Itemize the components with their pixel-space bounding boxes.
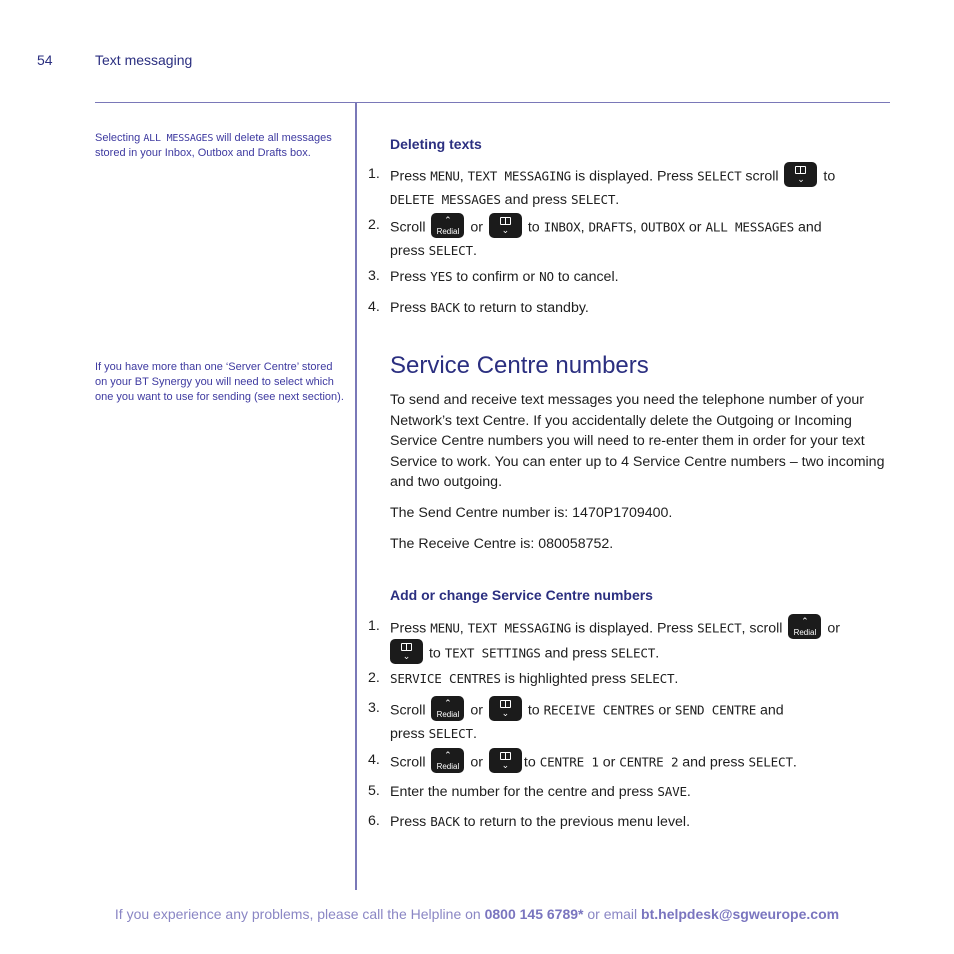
redial-up-key-icon: ⌃ Redial [431, 696, 464, 721]
deleting-heading: Deleting texts [390, 136, 482, 152]
scroll-down-key-icon: ⌄ [390, 639, 423, 664]
scroll-down-key-icon: ⌄ [784, 162, 817, 187]
helpdesk-email[interactable]: bt.helpdesk@sgweurope.com [641, 906, 840, 922]
redial-up-key-icon: ⌃ Redial [788, 614, 821, 639]
top-divider [95, 102, 890, 103]
service-paragraph: To send and receive text messages you need the telephone number of your Network’s text Centre. If you accidentally delete the Outgoing or Incoming Service Centre numbers you will need to re-enter them in order for your text Service to work. You can enter up to 4 Service Centre numbers – two incoming and two outgoing. [390, 392, 885, 491]
section-title: Text messaging [95, 52, 193, 68]
footer-helpline: If you experience any problems, please call the Helpline on 0800 145 6789* or email bt.helpdesk@sgweurope.com [114, 906, 840, 922]
scroll-down-key-icon: ⌄ [489, 696, 522, 721]
page-number: 54 [37, 52, 53, 68]
redial-up-key-icon: ⌃ Redial [431, 213, 464, 238]
add-heading: Add or change Service Centre numbers [390, 587, 653, 603]
helpline-phone: 0800 145 6789* [484, 906, 584, 922]
service-title: Service Centre numbers [390, 352, 649, 379]
receive-centre-number: The Receive Centre is: 080058752. [390, 536, 614, 552]
sidebar-note-server: If you have more than one ‘Server Centre’ stored on your BT Synergy you will need to select which one you want to use for sending (see next section). [95, 361, 344, 403]
scroll-down-key-icon: ⌄ [489, 748, 522, 773]
column-divider [355, 103, 357, 890]
redial-up-key-icon: ⌃ Redial [431, 748, 464, 773]
send-centre-number: The Send Centre number is: 1470P1709400. [390, 505, 673, 521]
scroll-down-key-icon: ⌄ [489, 213, 522, 238]
sidebar-note-delete: Selecting ALL MESSAGES will delete all messages stored in your Inbox, Outbox and Drafts box. [95, 132, 332, 159]
